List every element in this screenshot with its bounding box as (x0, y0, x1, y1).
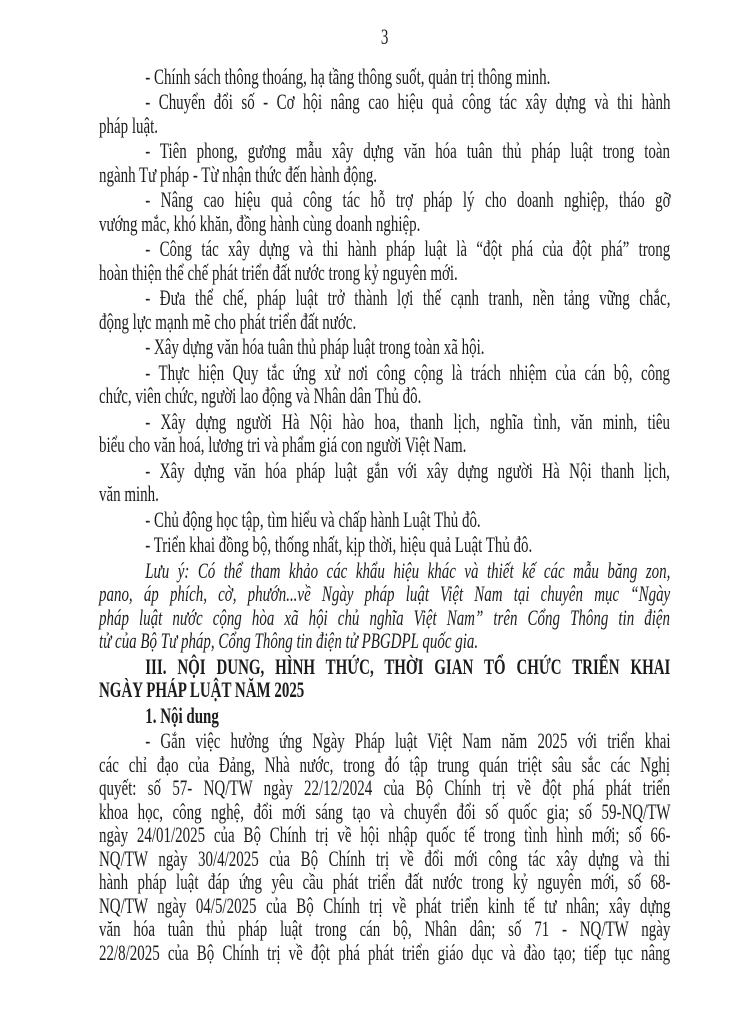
text-line (99, 335, 670, 359)
text-run: - Chủ động học tập, tìm hiểu và chấp hành Luật Thủ đô. (145, 506, 481, 532)
text-line (99, 188, 670, 212)
text-line (99, 114, 670, 138)
text-line (99, 941, 670, 965)
text-run: - Nâng cao hiệu quả công tác hỗ trợ pháp lý cho doanh nghiệp, tháo gỡ (145, 187, 671, 212)
text-line (99, 800, 670, 824)
text-run: văn minh. (99, 481, 159, 506)
text-run: - Gắn việc hưởng ứng Ngày Pháp luật Việt Nam năm 2025 với triển khai (145, 728, 671, 753)
paragraph (99, 361, 670, 408)
paragraph (99, 459, 670, 506)
text-run: NQ/TW ngày 04/5/2025 của Bộ Chính trị về phát triển kinh tế tư nhân; xây dựng (99, 892, 671, 918)
text-run: 1. Nội dung (145, 702, 219, 728)
text-run: - Chính sách thông thoáng, hạ tầng thông suốt, quản trị thông minh. (145, 63, 551, 89)
paragraph (99, 559, 670, 653)
text-run: - Triển khai đồng bộ, thống nhất, kịp thời, hiệu quả Luật Thủ đô. (145, 532, 533, 557)
text-line (99, 823, 670, 847)
text-run: Lưu ý: Có thể tham khảo các khẩu hiệu khác và thiết kế các mẫu băng zon, (145, 557, 671, 583)
text-run: 22/8/2025 của Bộ Chính trị về đột phá phát triển giáo dục và đào tạo; tiếp tục nâng (99, 939, 671, 965)
text-line (99, 212, 670, 236)
text-line (99, 847, 670, 871)
text-run: pháp luật. (99, 112, 159, 138)
paragraph (99, 90, 670, 137)
text-line (99, 90, 670, 114)
paragraph (99, 237, 670, 284)
text-run: - Đưa thể chế, pháp luật trở thành lợi thế cạnh tranh, nền tảng vững chắc, (145, 285, 671, 310)
text-run: - Tiên phong, gương mẫu xây dựng văn hóa tuân thủ pháp luật trong toàn (145, 138, 670, 163)
text-run: ngành Tư pháp - Từ nhận thức đến hành động. (99, 161, 378, 187)
text-line (99, 261, 670, 285)
page-number: 3 (380, 24, 389, 49)
text-line (99, 629, 670, 653)
paragraph (99, 335, 670, 359)
text-line (99, 410, 670, 434)
text-line (99, 559, 670, 583)
text-line (99, 606, 670, 630)
paragraph (99, 508, 670, 532)
text-run: - Thực hiện Quy tắc ứng xử nơi công cộng là trách nhiệm của cán bộ, công (145, 359, 671, 385)
text-run: hoàn thiện thể chế phát triển đất nước trong kỷ nguyên mới. (99, 259, 458, 285)
text-line (99, 433, 670, 457)
text-line (99, 508, 670, 532)
text-run: các chỉ đạo của Đảng, Nhà nước, trong đó tập trung quán triệt sâu sắc các Nghị (99, 751, 671, 777)
paragraph (99, 188, 670, 235)
text-line (99, 870, 670, 894)
text-line (99, 163, 670, 187)
text-line (99, 286, 670, 310)
text-line (99, 65, 670, 89)
text-run: III. NỘI DUNG, HÌNH THỨC, THỜI GIAN TỔ CHỨC TRIỂN KHAI (145, 653, 671, 679)
paragraph (99, 65, 670, 89)
text-line (99, 384, 670, 408)
document-content (99, 25, 670, 966)
text-run: - Xây dựng người Hà Nội hào hoa, thanh lịch, nghĩa tình, văn minh, tiêu (145, 408, 670, 434)
text-run: - Công tác xây dựng và thi hành pháp luật là “đột phá của đột phá” trong (145, 236, 671, 261)
text-line (99, 917, 670, 941)
text-run: chức, viên chức, người lao động và Nhân dân Thủ đô. (99, 383, 422, 408)
text-run: NGÀY PHÁP LUẬT NĂM 2025 (99, 677, 305, 702)
text-line (99, 482, 670, 506)
text-line (99, 729, 670, 753)
paragraph (99, 704, 670, 728)
text-line (99, 533, 670, 557)
paragraph (99, 410, 670, 457)
text-line (99, 894, 670, 918)
text-run: - Xây dựng văn hóa tuân thủ pháp luật trong toàn xã hội. (145, 334, 485, 359)
document-body (99, 65, 670, 965)
text-run: ngày 24/01/2025 của Bộ Chính trị về hội nhập quốc tế trong tình hình mới; số 66- (99, 822, 671, 847)
text-line (99, 753, 670, 777)
text-line (99, 310, 670, 334)
text-run: - Chuyển đổi số - Cơ hội nâng cao hiệu quả công tác xây dựng và thi hành (145, 89, 671, 114)
text-line (99, 678, 670, 702)
text-run: quyết: số 57- NQ/TW ngày 22/12/2024 của Bộ Chính trị về đột phá phát triển (99, 775, 671, 800)
text-run: động lực mạnh mẽ cho phát triển đất nước. (99, 308, 357, 334)
text-run: khoa học, công nghệ, đổi mới sáng tạo và chuyển đổi số quốc gia; số 59-NQ/TW (99, 798, 671, 824)
paragraph (99, 286, 670, 333)
text-run: văn hóa tuân thủ pháp luật trong cán bộ, Nhân dân; số 71 - NQ/TW ngày (99, 916, 671, 941)
text-line (99, 237, 670, 261)
text-line (99, 361, 670, 385)
paragraph (99, 139, 670, 186)
paragraph (99, 729, 670, 964)
text-line (99, 655, 670, 679)
paragraph (99, 533, 670, 557)
text-line (99, 459, 670, 483)
text-run: - Xây dựng văn hóa pháp luật gắn với xây dựng người Hà Nội thanh lịch, (145, 457, 670, 483)
text-run: biểu cho văn hoá, lương tri và phẩm giá con người Việt Nam. (99, 432, 467, 457)
text-line (99, 582, 670, 606)
text-line (99, 704, 670, 728)
text-run: pháp luật nước cộng hòa xã hội chủ nghĩa Việt Nam” trên Cổng Thông tin điện (99, 604, 671, 630)
text-run: hành pháp luật đáp ứng yêu cầu phát triển đất nước trong kỷ nguyên mới, số 68- (99, 869, 671, 894)
paragraph (99, 655, 670, 702)
text-run: tử của Bộ Tư pháp, Cổng Thông tin điện tử PBGDPL quốc gia. (99, 628, 479, 653)
text-run: pano, áp phích, cờ, phướn...về Ngày pháp luật Việt Nam tại chuyên mục “Ngày (99, 581, 671, 606)
text-run: NQ/TW ngày 30/4/2025 của Bộ Chính trị về đổi mới công tác xây dựng và thi (99, 845, 670, 871)
text-line (99, 776, 670, 800)
text-line (99, 139, 670, 163)
text-run: vướng mắc, khó khăn, đồng hành cùng doanh nghiệp. (99, 210, 421, 236)
